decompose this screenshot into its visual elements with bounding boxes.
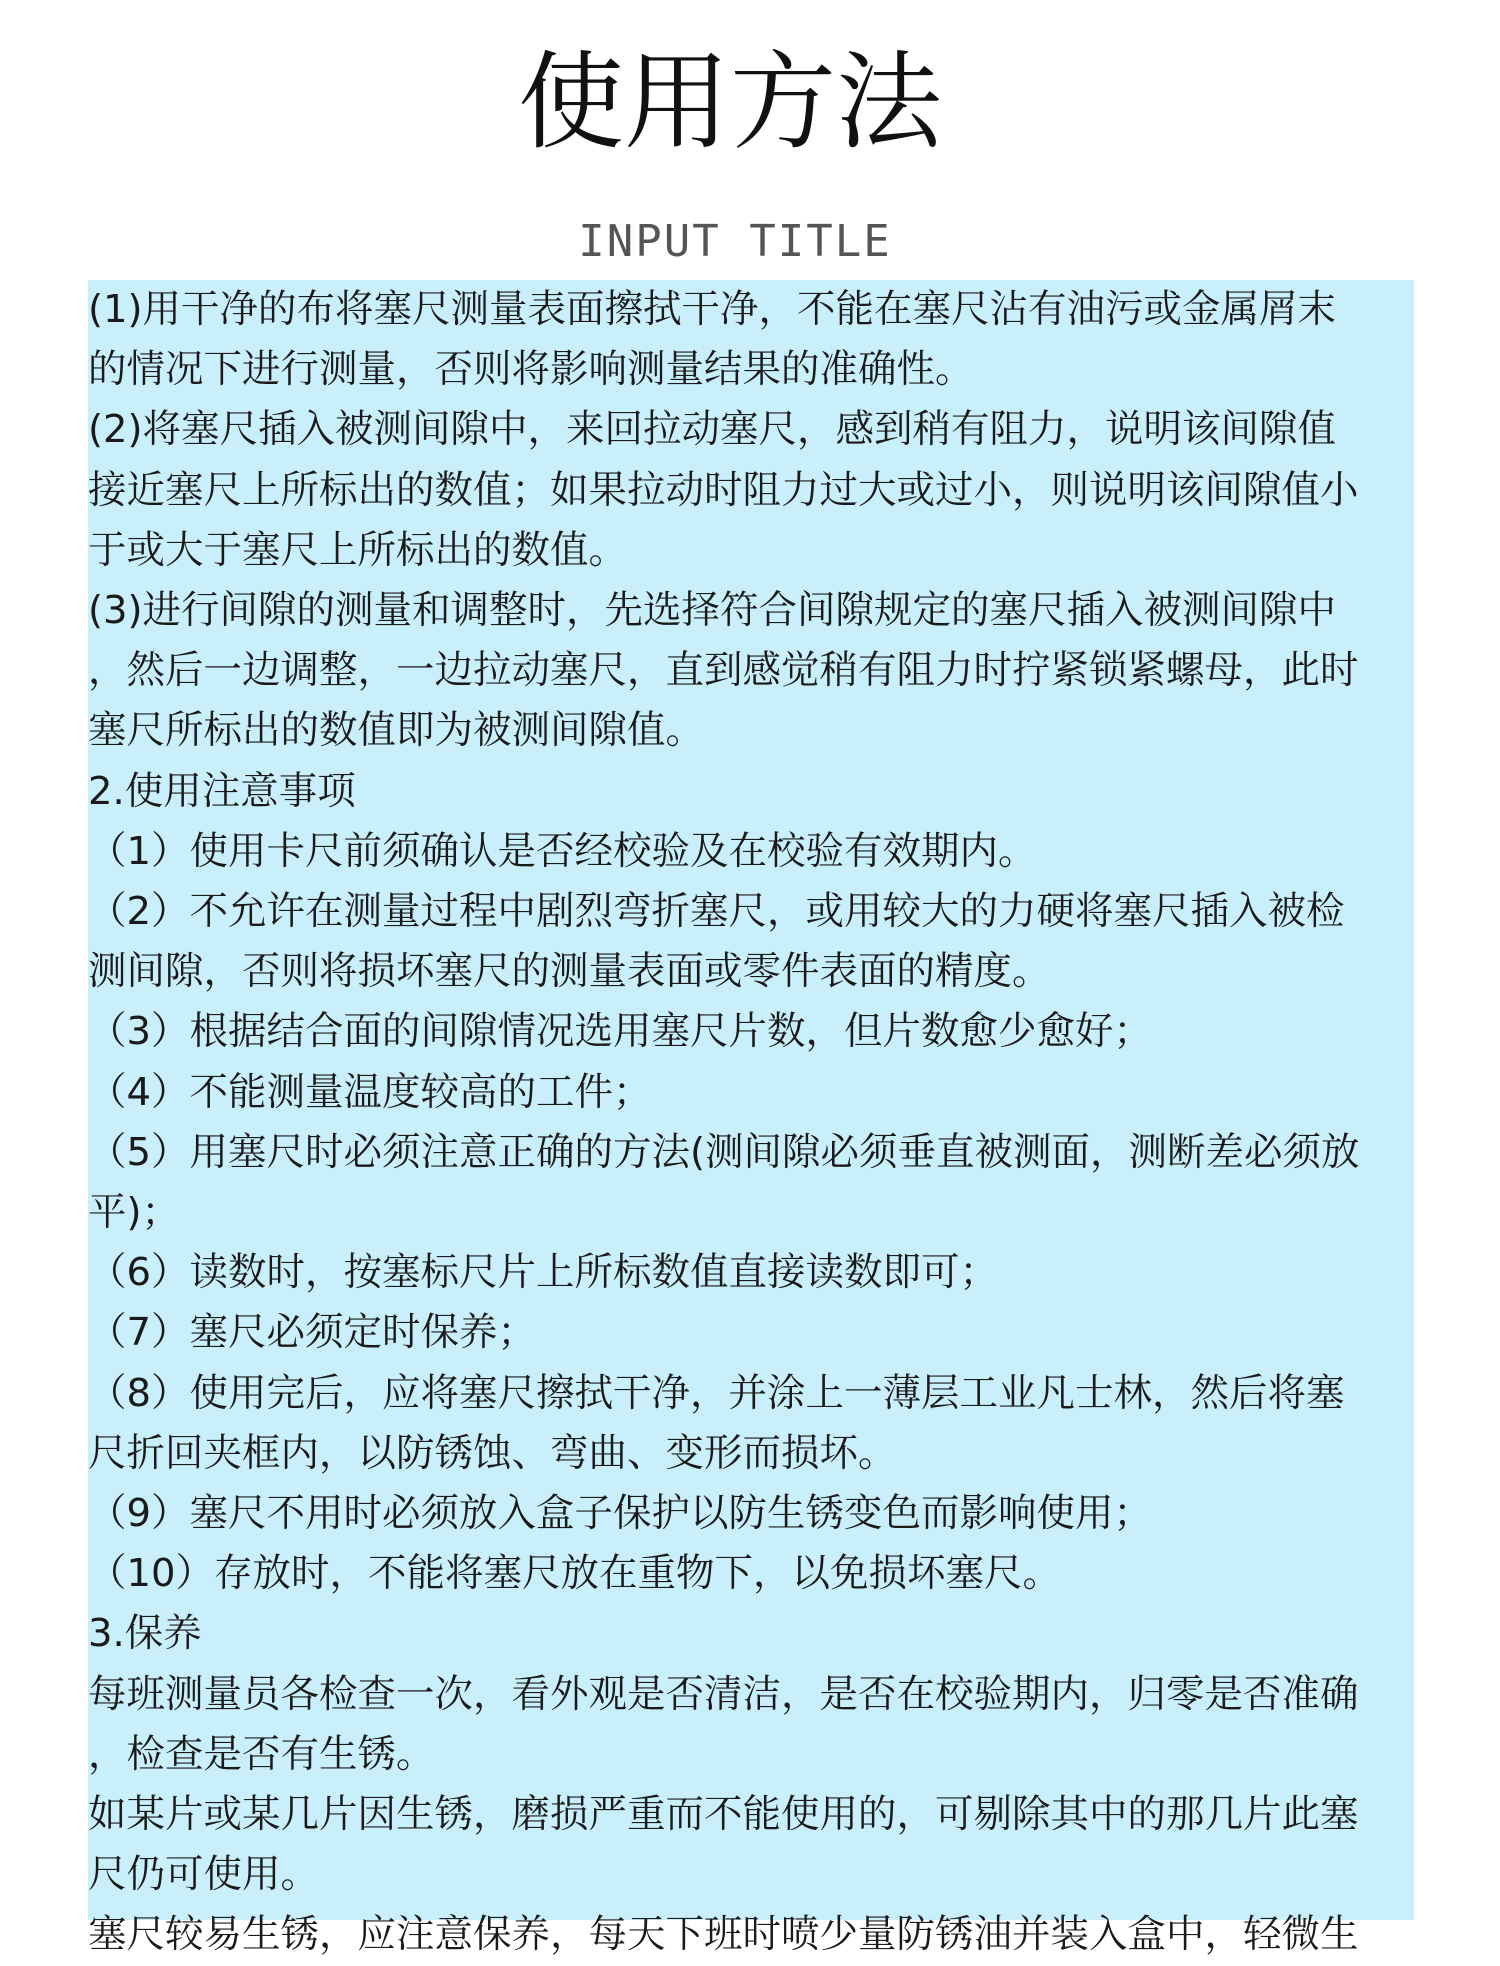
- page-title: 使用方法: [518, 41, 942, 164]
- section-heading: 2.使用注意事项: [88, 768, 356, 814]
- body-line: 塞尺所标出的数值即为被测间隙值。: [88, 708, 705, 754]
- body-line: 测间隙，否则将损坏塞尺的测量表面或零件表面的精度。: [88, 949, 1051, 995]
- body-line: ，检查是否有生锈。: [88, 1731, 435, 1777]
- body-line: 如某片或某几片因生锈，磨损严重而不能使用的，可剔除其中的那几片此塞: [88, 1792, 1359, 1838]
- body-line: （7）塞尺必须定时保养；: [88, 1310, 536, 1356]
- body-line: 接近塞尺上所标出的数值；如果拉动时阻力过大或过小，则说明该间隙值小: [88, 467, 1359, 513]
- body-line: （3）根据结合面的间隙情况选用塞尺片数，但片数愈少愈好；: [88, 1009, 1152, 1055]
- body-line: 于或大于塞尺上所标出的数值。: [88, 527, 628, 573]
- body-line: (2)将塞尺插入被测间隙中，来回拉动塞尺，感到稍有阻力，说明该间隙值: [88, 407, 1337, 453]
- body-line: (3)进行间隙的测量和调整时，先选择符合间隙规定的塞尺插入被测间隙中: [88, 588, 1337, 634]
- body-line: （10）存放时，不能将塞尺放在重物下，以免损坏塞尺。: [88, 1551, 1061, 1597]
- body-line: 尺仍可使用。: [88, 1852, 320, 1898]
- section-heading: 3.保养: [88, 1611, 202, 1657]
- body-line: 的情况下进行测量，否则将影响测量结果的准确性。: [88, 347, 974, 393]
- page-subtitle: INPUT TITLE: [578, 216, 892, 267]
- body-line: （2）不允许在测量过程中剧烈弯折塞尺，或用较大的力硬将塞尺插入被检: [88, 889, 1345, 935]
- body-line: （9）塞尺不用时必须放入盒子保护以防生锈变色而影响使用；: [88, 1491, 1152, 1537]
- body-line: 平)；: [88, 1190, 181, 1236]
- body-line: 尺折回夹框内，以防锈蚀、弯曲、变形而损坏。: [88, 1430, 897, 1476]
- body-line: (1)用干净的布将塞尺测量表面擦拭干净，不能在塞尺沾有油污或金属屑末: [88, 287, 1337, 332]
- body-line: 塞尺较易生锈，应注意保养，每天下班时喷少量防锈油并装入盒中，轻微生: [88, 1912, 1359, 1958]
- body-line: （1）使用卡尺前须确认是否经校验及在校验有效期内。: [88, 828, 1037, 874]
- content-panel: [88, 280, 1414, 1958]
- body-line: ，然后一边调整，一边拉动塞尺，直到感觉稍有阻力时拧紧锁紧螺母，此时: [88, 648, 1359, 694]
- body-line: （5）用塞尺时必须注意正确的方法(测间隙必须垂直被测面，测断差必须放: [88, 1129, 1360, 1175]
- body-line: 每班测量员各检查一次，看外观是否清洁，是否在校验期内，归零是否准确: [88, 1671, 1359, 1717]
- body-line: （6）读数时，按塞标尺片上所标数值直接读数即可；: [88, 1250, 998, 1296]
- body-line: （8）使用完后，应将塞尺擦拭干净，并涂上一薄层工业凡士林，然后将塞: [88, 1370, 1345, 1416]
- body-line: （4）不能测量温度较高的工件；: [88, 1069, 652, 1115]
